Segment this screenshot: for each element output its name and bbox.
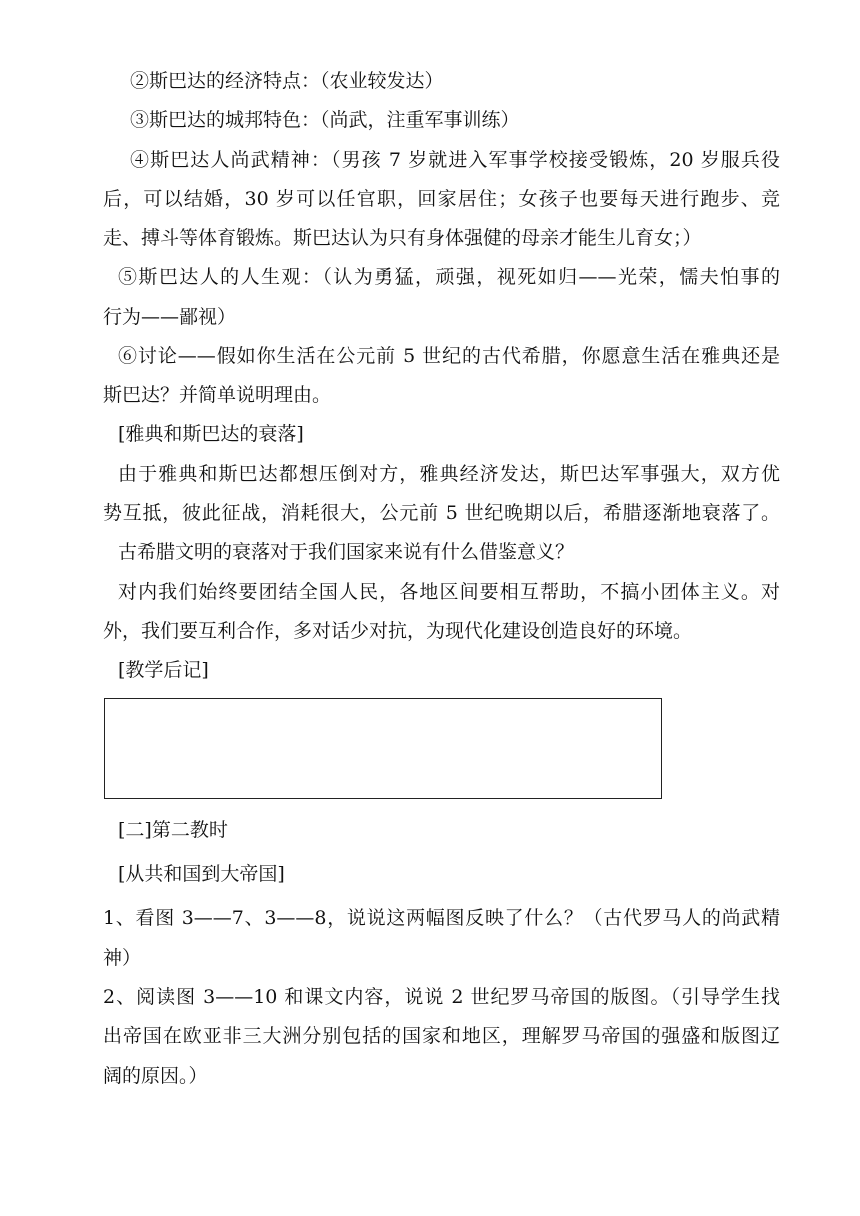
sparta-life-view-line-2: 行为——鄙视）: [103, 306, 237, 328]
sparta-martial-spirit-line-2: 后，可以结婚，30 岁可以任官职，回家居住；女孩子也要每天进行跑步、竞: [103, 188, 780, 210]
lesson-question: 古希腊文明的衰落对于我们国家来说有什么借鉴意义？: [118, 541, 575, 563]
lesson-answer-line-1: 对内我们始终要团结全国人民，各地区间要相互帮助，不搞小团体主义。对: [118, 581, 780, 603]
decline-paragraph-line-1: 由于雅典和斯巴达都想压倒对方，雅典经济发达，斯巴达军事强大，双方优: [118, 463, 780, 485]
item-2-line-3: 阔的原因。）: [103, 1065, 208, 1087]
item-1-line-2: 神）: [103, 947, 142, 969]
sparta-martial-spirit-line-3: 走、搏斗等体育锻炼。斯巴达认为只有身体强健的母亲才能生儿育女；）: [103, 227, 702, 249]
teaching-notes-box: [104, 698, 662, 799]
discussion-line-2: 斯巴达？并简单说明理由。: [103, 384, 332, 406]
section-heading-second-lesson: [二]第二教时: [118, 819, 228, 841]
sparta-martial-spirit-line-1: ④斯巴达人尚武精神：（男孩 7 岁就进入军事学校接受锻炼，20 岁服兵役: [130, 149, 780, 171]
section-heading-republic-to-empire: [从共和国到大帝国]: [118, 863, 285, 885]
sparta-life-view-line-1: ⑤斯巴达人的人生观：（认为勇猛，顽强，视死如归——光荣，懦夫怕事的: [118, 266, 780, 288]
discussion-line-1: ⑥讨论——假如你生活在公元前 5 世纪的古代希腊，你愿意生活在雅典还是: [118, 345, 780, 367]
section-heading-decline: [雅典和斯巴达的衰落]: [118, 423, 304, 445]
section-heading-teaching-notes: [教学后记]: [118, 659, 209, 681]
lesson-answer-line-2: 外，我们要互利合作，多对话少对抗，为现代化建设创造良好的环境。: [103, 620, 693, 642]
item-1-line-1: 1、看图 3——7、3——8，说说这两幅图反映了什么？（古代罗马人的尚武精: [103, 907, 780, 929]
decline-paragraph-line-2: 势互抵，彼此征战，消耗很大，公元前 5 世纪晚期以后，希腊逐渐地衰落了。: [103, 502, 780, 524]
item-2-line-2: 出帝国在欧亚非三大洲分别包括的国家和地区，理解罗马帝国的强盛和版图辽: [103, 1025, 780, 1047]
sparta-city-feature-line: ③斯巴达的城邦特色：（尚武，注重军事训练）: [130, 109, 520, 131]
item-2-line-1: 2、阅读图 3——10 和课文内容，说说 2 世纪罗马帝国的版图。（引导学生找: [103, 986, 780, 1008]
sparta-economy-line: ②斯巴达的经济特点：（农业较发达）: [130, 70, 444, 92]
